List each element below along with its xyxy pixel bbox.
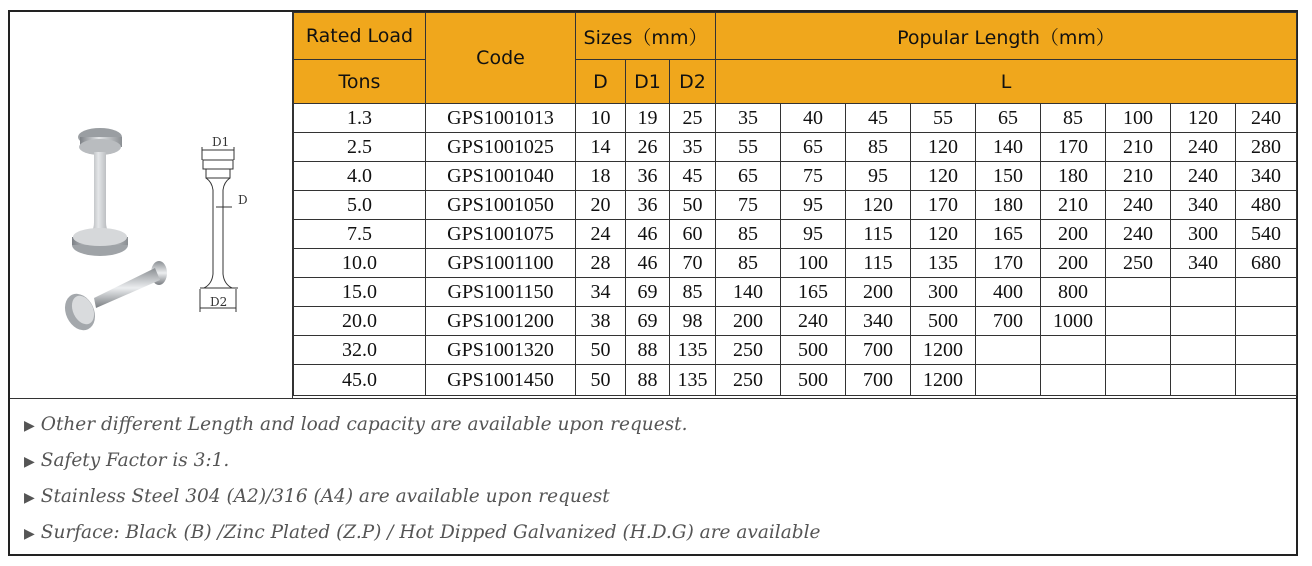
length-cell: 85 — [716, 220, 781, 249]
length-cell — [1236, 336, 1297, 365]
d2-cell: 98 — [670, 307, 716, 336]
length-cell: 95 — [781, 191, 846, 220]
length-cell: 180 — [1041, 162, 1106, 191]
code-cell: GPS1001150 — [426, 278, 576, 307]
length-cell — [1106, 336, 1171, 365]
triangle-bullet-icon: ▶ — [24, 526, 35, 542]
length-cell: 700 — [976, 307, 1041, 336]
length-cell: 165 — [976, 220, 1041, 249]
table-row — [294, 365, 1297, 396]
length-cell: 300 — [1171, 220, 1236, 249]
d1-cell: 46 — [626, 220, 670, 249]
length-cell — [1106, 278, 1171, 307]
d1-cell: 36 — [626, 162, 670, 191]
anchor-dimension-drawing — [200, 147, 238, 312]
notes-section — [10, 398, 1296, 554]
triangle-bullet-icon: ▶ — [24, 418, 35, 434]
header-popular-length: Popular Length（mm） — [716, 13, 1297, 60]
table-row — [294, 104, 1297, 133]
length-cell: 240 — [1171, 162, 1236, 191]
load-cell: 20.0 — [294, 307, 426, 336]
code-cell: GPS1001013 — [426, 104, 576, 133]
triangle-bullet-icon: ▶ — [24, 454, 35, 470]
length-cell — [976, 365, 1041, 396]
table-row — [294, 249, 1297, 278]
d2-cell: 70 — [670, 249, 716, 278]
length-cell: 700 — [846, 365, 911, 396]
header-l: L — [716, 60, 1297, 104]
d1-cell: 69 — [626, 307, 670, 336]
length-cell: 165 — [781, 278, 846, 307]
length-cell: 300 — [911, 278, 976, 307]
length-cell: 250 — [716, 336, 781, 365]
anchor-illustration — [10, 12, 292, 398]
length-cell — [1236, 365, 1297, 396]
note-item — [10, 443, 1296, 479]
length-cell: 120 — [911, 220, 976, 249]
length-cell: 210 — [1106, 133, 1171, 162]
d-cell: 34 — [576, 278, 626, 307]
length-cell: 65 — [716, 162, 781, 191]
length-cell: 65 — [976, 104, 1041, 133]
table-row — [294, 162, 1297, 191]
note-text: Stainless Steel 304 (A2)/316 (A4) are available upon request — [40, 486, 610, 507]
table-row — [294, 336, 1297, 365]
d2-cell: 45 — [670, 162, 716, 191]
length-cell: 200 — [1041, 220, 1106, 249]
length-cell: 170 — [911, 191, 976, 220]
table-row — [294, 220, 1297, 249]
d1-cell: 19 — [626, 104, 670, 133]
table-row — [294, 307, 1297, 336]
length-cell — [1171, 336, 1236, 365]
length-cell — [1236, 307, 1297, 336]
length-cell: 120 — [846, 191, 911, 220]
length-cell: 1000 — [1041, 307, 1106, 336]
code-cell: GPS1001450 — [426, 365, 576, 396]
length-cell: 120 — [1171, 104, 1236, 133]
header-sizes: Sizes（mm） — [576, 13, 716, 60]
length-cell: 240 — [1171, 133, 1236, 162]
length-cell — [1236, 278, 1297, 307]
length-cell: 250 — [1106, 249, 1171, 278]
product-image-cell — [10, 12, 293, 398]
length-cell: 100 — [781, 249, 846, 278]
d2-cell: 85 — [670, 278, 716, 307]
d2-cell: 135 — [670, 336, 716, 365]
length-cell: 340 — [1171, 191, 1236, 220]
length-cell: 400 — [976, 278, 1041, 307]
specification-table — [293, 12, 1297, 396]
d1-cell: 69 — [626, 278, 670, 307]
d-cell: 14 — [576, 133, 626, 162]
length-cell: 170 — [1041, 133, 1106, 162]
note-item — [10, 515, 1296, 551]
length-cell: 500 — [781, 365, 846, 396]
table-row — [294, 191, 1297, 220]
length-cell: 340 — [1236, 162, 1297, 191]
length-cell: 240 — [1106, 220, 1171, 249]
length-cell — [1106, 307, 1171, 336]
header-rated-load: Rated Load — [294, 13, 426, 60]
length-cell: 500 — [781, 336, 846, 365]
spec-sheet — [8, 10, 1298, 556]
length-cell: 540 — [1236, 220, 1297, 249]
load-cell: 10.0 — [294, 249, 426, 278]
length-cell: 340 — [846, 307, 911, 336]
length-cell: 210 — [1106, 162, 1171, 191]
table-row — [294, 133, 1297, 162]
length-cell: 115 — [846, 249, 911, 278]
load-cell: 2.5 — [294, 133, 426, 162]
length-cell: 115 — [846, 220, 911, 249]
d1-cell: 88 — [626, 336, 670, 365]
load-cell: 45.0 — [294, 365, 426, 396]
length-cell: 75 — [716, 191, 781, 220]
length-cell: 100 — [1106, 104, 1171, 133]
load-cell: 7.5 — [294, 220, 426, 249]
length-cell: 170 — [976, 249, 1041, 278]
length-cell: 120 — [911, 162, 976, 191]
length-cell: 150 — [976, 162, 1041, 191]
diagram-label-d1: D1 — [212, 135, 230, 149]
length-cell: 65 — [781, 133, 846, 162]
d-cell: 18 — [576, 162, 626, 191]
d2-cell: 35 — [670, 133, 716, 162]
length-cell: 200 — [1041, 249, 1106, 278]
length-cell: 340 — [1171, 249, 1236, 278]
d1-cell: 46 — [626, 249, 670, 278]
table-row — [294, 278, 1297, 307]
header-d2: D2 — [670, 60, 716, 104]
d2-cell: 135 — [670, 365, 716, 396]
d-cell: 10 — [576, 104, 626, 133]
load-cell: 4.0 — [294, 162, 426, 191]
d1-cell: 88 — [626, 365, 670, 396]
d-cell: 50 — [576, 365, 626, 396]
length-cell: 680 — [1236, 249, 1297, 278]
length-cell: 35 — [716, 104, 781, 133]
header-d1: D1 — [626, 60, 670, 104]
d-cell: 28 — [576, 249, 626, 278]
triangle-bullet-icon: ▶ — [24, 490, 35, 506]
length-cell: 240 — [781, 307, 846, 336]
load-cell: 1.3 — [294, 104, 426, 133]
length-cell: 45 — [846, 104, 911, 133]
length-cell: 135 — [911, 249, 976, 278]
length-cell: 210 — [1041, 191, 1106, 220]
length-cell: 700 — [846, 336, 911, 365]
load-cell: 5.0 — [294, 191, 426, 220]
length-cell: 180 — [976, 191, 1041, 220]
d-cell: 24 — [576, 220, 626, 249]
length-cell: 140 — [716, 278, 781, 307]
d2-cell: 50 — [670, 191, 716, 220]
length-cell: 280 — [1236, 133, 1297, 162]
length-cell: 40 — [781, 104, 846, 133]
length-cell — [1171, 278, 1236, 307]
length-cell: 1200 — [911, 336, 976, 365]
d2-cell: 60 — [670, 220, 716, 249]
length-cell — [976, 336, 1041, 365]
table-body — [294, 104, 1297, 396]
length-cell: 240 — [1236, 104, 1297, 133]
header-d: D — [576, 60, 626, 104]
length-cell: 1200 — [911, 365, 976, 396]
length-cell: 75 — [781, 162, 846, 191]
length-cell: 500 — [911, 307, 976, 336]
code-cell: GPS1001320 — [426, 336, 576, 365]
length-cell: 800 — [1041, 278, 1106, 307]
length-cell: 55 — [716, 133, 781, 162]
length-cell — [1171, 307, 1236, 336]
length-cell: 85 — [1041, 104, 1106, 133]
length-cell: 200 — [716, 307, 781, 336]
length-cell: 480 — [1236, 191, 1297, 220]
d-cell: 20 — [576, 191, 626, 220]
length-cell: 85 — [716, 249, 781, 278]
d1-cell: 26 — [626, 133, 670, 162]
length-cell: 200 — [846, 278, 911, 307]
load-cell: 32.0 — [294, 336, 426, 365]
anchor-photo-icon — [59, 128, 167, 335]
code-cell: GPS1001075 — [426, 220, 576, 249]
header-code: Code — [426, 13, 576, 104]
note-text: Surface: Black (B) /Zinc Plated (Z.P) / Hot Dipped Galvanized (H.D.G) are available — [40, 522, 821, 543]
note-item — [10, 479, 1296, 515]
code-cell: GPS1001200 — [426, 307, 576, 336]
note-text: Other different Length and load capacity are available upon request. — [40, 414, 688, 435]
length-cell: 95 — [846, 162, 911, 191]
code-cell: GPS1001100 — [426, 249, 576, 278]
length-cell: 120 — [911, 133, 976, 162]
d2-cell: 25 — [670, 104, 716, 133]
length-cell: 55 — [911, 104, 976, 133]
header-tons: Tons — [294, 60, 426, 104]
d-cell: 38 — [576, 307, 626, 336]
diagram-label-d2: D2 — [210, 295, 228, 309]
length-cell: 250 — [716, 365, 781, 396]
length-cell: 95 — [781, 220, 846, 249]
note-item — [10, 407, 1296, 443]
code-cell: GPS1001025 — [426, 133, 576, 162]
diagram-label-d: D — [238, 193, 248, 207]
note-text: Safety Factor is 3:1. — [40, 450, 230, 471]
code-cell: GPS1001040 — [426, 162, 576, 191]
length-cell — [1041, 336, 1106, 365]
length-cell — [1171, 365, 1236, 396]
length-cell: 140 — [976, 133, 1041, 162]
length-cell — [1041, 365, 1106, 396]
d1-cell: 36 — [626, 191, 670, 220]
code-cell: GPS1001050 — [426, 191, 576, 220]
length-cell: 240 — [1106, 191, 1171, 220]
length-cell: 85 — [846, 133, 911, 162]
length-cell — [1106, 365, 1171, 396]
load-cell: 15.0 — [294, 278, 426, 307]
d-cell: 50 — [576, 336, 626, 365]
